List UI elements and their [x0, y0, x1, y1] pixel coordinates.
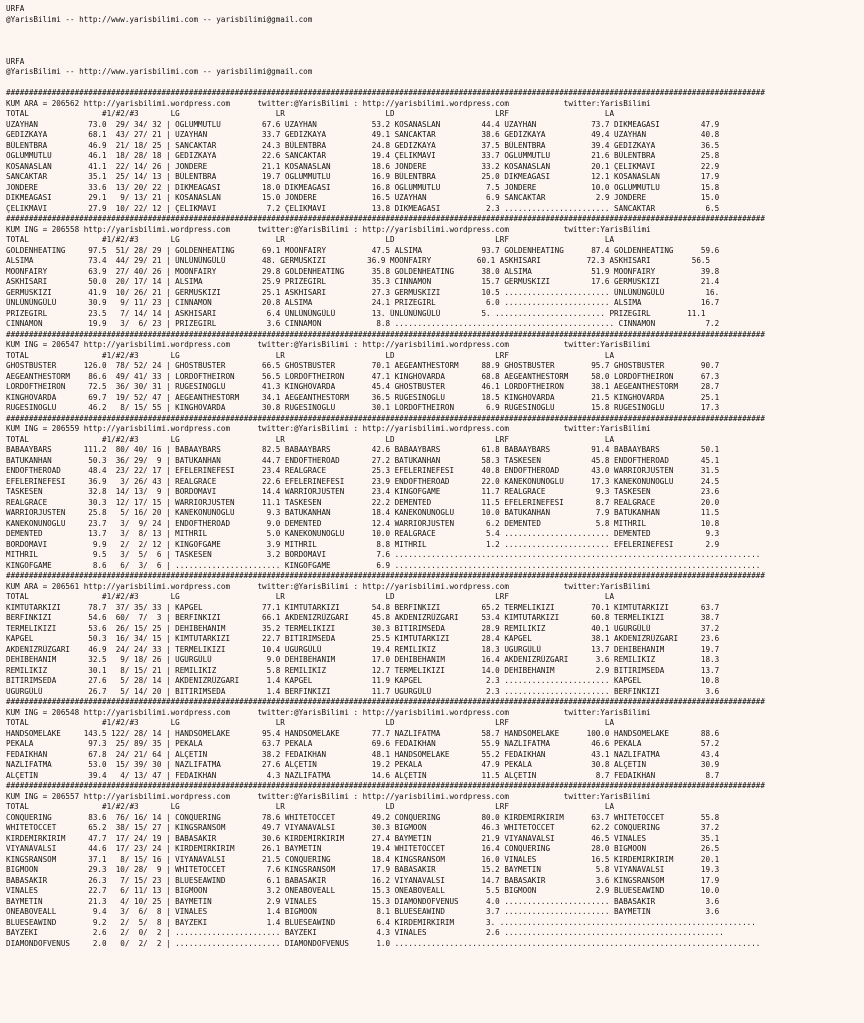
- document-line: KUM ING = 206558 http://yarisbilimi.wordpress.com twitter:@YarisBilimi : http://yarisbilimi.wordpress.com twitter:YarisBilimi: [6, 224, 651, 234]
- document-line: GEDIZKAYA 68.1 43/ 27/ 21 | UZAYHAN 33.7 GEDIZKAYA 49.1 SANCAKTAR 38.6 GEDIZKAYA 49.4 UZAYHAN 40.8: [6, 130, 720, 139]
- document-line: LORDOFTHEIRON 72.5 36/ 30/ 31 | RUGESINOGLU 41.3 KINGHOVARDA 45.4 GHOSTBUSTER 46.1 LORDOFTHEIRON 38.1 AEGEANTHESTORM 28.7: [6, 382, 720, 391]
- document-line: AKDENIZRÜZGARI 46.9 24/ 24/ 33 | TERMELIKIZI 10.4 UGURGÜLÜ 19.4 REMILIKIZ 18.3 UGURGÜLÜ 13.7 DEHIBEHANIM 19.7: [6, 644, 720, 654]
- document-line: [6, 46, 864, 57]
- document-line: AEGEANTHESTORM 86.6 49/ 41/ 33 | LORDOFTHEIRON 56.5 LORDOFTHEIRON 47.1 KINGHOVARDA 68.8 AEGEANTHESTORM 58.0 LORDOFTHEIRON 67.3: [6, 371, 720, 381]
- document-line: BITIRIMSEDA 27.6 5/ 28/ 14 | AKDENIZRÜZGARI 1.4 KAPGEL 11.9 KAPGEL 2.3 ....................... KAPGEL 10.8: [6, 676, 720, 685]
- document-line: KAPGEL 50.3 16/ 34/ 15 | KIMTUTARKIZI 22.7 BITIRIMSEDA 25.5 KIMTUTARKIZI 28.4 KAPGEL 38.1 AKDENIZRÜZGARI 23.6: [6, 634, 720, 643]
- document-line: EFELERINEFESI 36.9 3/ 26/ 43 | REALGRACE 22.6 EFELERINEFESI 23.9 ENDOFTHEROAD 22.0 KANEKONUNOGLU 17.3 KANEKONUNOGLU 24.5: [6, 476, 720, 486]
- document-line: KINGSRANSOM 37.1 8/ 15/ 16 | VIYANAVALSI 21.5 CONQUERING 18.4 KINGSRANSOM 16.0 VINALES 16.5 KIRDEMIRKIRIM 20.1: [6, 854, 720, 864]
- document-line: ######################################################################################################################################################################: [6, 88, 765, 97]
- document-line: KUM ING = 206557 http://yarisbilimi.wordpress.com twitter:@YarisBilimi : http://yarisbilimi.wordpress.com twitter:YarisBilimi: [6, 791, 651, 801]
- document-line: HANDSOMELAKE 143.5 122/ 28/ 14 | HANDSOMELAKE 95.4 HANDSOMELAKE 77.7 NAZLIFATMA 58.7 HANDSOMELAKE 100.0 HANDSOMELAKE 88.6: [6, 728, 720, 738]
- document-line: ######################################################################################################################################################################: [6, 413, 765, 423]
- document-line: TOTAL #1/#2/#3 LG LR LD LRF LA: [6, 802, 615, 811]
- document-line: DEMENTED 13.7 3/ 8/ 13 | MITHRIL 5.0 KANEKONUNOGLU 10.0 REALGRACE 5.4 ....................... DEMENTED 9.3: [6, 529, 720, 538]
- document-line: TERMELIKIZI 53.6 26/ 15/ 25 | DEHIBEHANIM 35.2 TERMELIKIZI 30.3 BITIRIMSEDA 28.9 REMILIKIZ 40.1 UGURGÜLÜ 37.2: [6, 623, 720, 633]
- document-line: GERMUSKIZI 41.9 10/ 26/ 21 | GERMUSKIZI 25.1 ASKHISARI 27.3 GERMUSKIZI 10.5 ....................... ÜNLÜNÜNGÜLÜ 16.: [6, 287, 720, 297]
- document-line: BÜLENTBRA 46.9 21/ 18/ 25 | SANCAKTAR 24.3 BÜLENTBRA 24.8 GEDIZKAYA 37.5 BÜLENTBRA 39.4 GEDIZKAYA 36.5: [6, 140, 720, 150]
- document-line: VINALES 22.7 6/ 11/ 13 | BIGMOON 3.2 ONEABOVEALL 15.3 ONEABOVEALL 5.5 BIGMOON 2.9 BLUESEAWIND 10.0: [6, 886, 720, 895]
- document-line: JONDERE 33.6 13/ 20/ 22 | DIKMEAGASI 18.0 DIKMEAGASI 16.8 OGLUMMUTLU 7.5 JONDERE 10.0 OGLUMMUTLU 15.8: [6, 182, 720, 192]
- document-line: KUM ING = 206547 http://yarisbilimi.wordpress.com twitter:@YarisBilimi : http://yarisbilimi.wordpress.com twitter:YarisBilimi: [6, 340, 651, 349]
- document-line: ONEABOVEALL 9.4 3/ 6/ 8 | VINALES 1.4 BIGMOON 8.1 BLUESEAWIND 3.7 ....................... BAYMETIN 3.6: [6, 907, 720, 916]
- document-line: OGLUMMUTLU 46.1 18/ 28/ 18 | GEDIZKAYA 22.6 SANCAKTAR 19.4 ÇELIKMAVI 33.7 OGLUMMUTLU 21.6 BÜLENTBRA 25.8: [6, 151, 720, 160]
- document-line: BORDOMAVI 9.9 2/ 2/ 12 | KINGOFGAME 3.9 MITHRIL 8.8 MITHRIL 1.2 ....................... EFELERINEFESI 2.9: [6, 539, 720, 549]
- document-line: PEKALA 97.3 25/ 89/ 35 | PEKALA 63.7 PEKALA 69.6 FEDAIKHAN 55.9 NAZLIFATMA 46.6 PEKALA 57.2: [6, 739, 720, 748]
- document-line: URFA: [6, 56, 25, 66]
- document-line: BLUESEAWIND 9.2 2/ 5/ 8 | BAYZEKI 1.4 BLUESEAWIND 6.4 KIRDEMIRKIRIM 3. ........................................................: [6, 917, 756, 927]
- document-line: FEDAIKHAN 67.8 24/ 21/ 64 | ALÇETIN 38.2 FEDAIKHAN 48.1 HANDSOMELAKE 55.2 FEDAIKHAN 43.1 NAZLIFATMA 43.4: [6, 749, 720, 759]
- document-line: UZAYHAN 73.0 29/ 34/ 32 | OGLUMMUTLU 67.6 UZAYHAN 53.2 KOSANASLAN 44.4 UZAYHAN 73.7 DIKMEAGASI 47.9: [6, 119, 720, 129]
- document-line: ######################################################################################################################################################################: [6, 214, 765, 223]
- document-line: DIAMONDOFVENUS 2.0 0/ 2/ 2 | ....................... DIAMONDOFVENUS 1.0 ................................................................................: [6, 938, 761, 948]
- document-line: MITHRIL 9.5 3/ 5/ 6 | TASKESEN 3.2 BORDOMAVI 7.6 ................................................................................: [6, 550, 761, 559]
- document-line: TOTAL #1/#2/#3 LG LR LD LRF LA: [6, 235, 615, 244]
- document-line: @YarisBilimi -- http://www.yarisbilimi.com -- yarisbilimi@gmail.com: [6, 14, 313, 24]
- document-line: BABASAKIR 26.3 7/ 15/ 23 | BLUESEAWIND 6.1 BABASAKIR 16.2 VIYANAVALSI 14.7 BABASAKIR 3.6 KINGSRANSOM 17.9: [6, 875, 720, 885]
- document-line: [6, 25, 864, 36]
- document-line: BAYZEKI 2.6 2/ 0/ 2 | ....................... BAYZEKI 4.3 VINALES 2.6 ................................................: [6, 928, 724, 937]
- document-line: KUM ARA = 206562 http://yarisbilimi.wordpress.com twitter:@YarisBilimi : http://yarisbilimi.wordpress.com twitter:YarisBilimi: [6, 98, 651, 108]
- document-line: @YarisBilimi -- http://www.yarisbilimi.com -- yarisbilimi@gmail.com: [6, 67, 313, 76]
- document-line: TOTAL #1/#2/#3 LG LR LD LRF LA: [6, 109, 615, 118]
- document-line: PRIZEGIRL 23.5 7/ 14/ 14 | ASKHISARI 6.4 ÜNLÜNÜNGÜLÜ 13. ÜNLÜNÜNGÜLÜ 5. ........................ PRIZEGIRL 11.1: [6, 308, 706, 318]
- document-line: KANEKONUNOGLU 23.7 3/ 9/ 24 | ENDOFTHEROAD 9.0 DEMENTED 12.4 WARRIORJUSTEN 6.2 DEMENTED 5.8 MITHRIL 10.8: [6, 518, 720, 528]
- document-line: ######################################################################################################################################################################: [6, 697, 765, 706]
- document-line: DIKMEAGASI 29.1 9/ 13/ 21 | KOSANASLAN 15.0 JONDERE 16.5 UZAYHAN 6.9 SANCAKTAR 2.9 JONDERE 15.0: [6, 193, 720, 202]
- document-line: MOONFAIRY 63.9 27/ 40/ 26 | MOONFAIRY 29.8 GOLDENHEATING 35.8 GOLDENHEATING 38.0 ALSIMA 51.9 MOONFAIRY 39.8: [6, 266, 720, 276]
- document-line: WARRIORJUSTEN 25.8 5/ 16/ 20 | KANEKONUNOGLU 9.3 BATUKANHAN 18.4 KANEKONUNOGLU 10.0 BATUKANHAN 7.9 BATUKANHAN 11.5: [6, 508, 720, 517]
- document-line: GOLDENHEATING 97.5 51/ 28/ 29 | GOLDENHEATING 69.1 MOONFAIRY 47.5 ALSIMA 93.7 GOLDENHEATING 87.4 GOLDENHEATING 59.6: [6, 245, 720, 255]
- document-line: BATUKANHAN 50.3 36/ 29/ 9 | BATUKANHAN 44.7 ENDOFTHEROAD 27.2 BATUKANHAN 58.3 TASKESEN 45.8 ENDOFTHEROAD 45.1: [6, 455, 720, 465]
- document-line: BABAAYBARS 111.2 80/ 40/ 16 | BABAAYBARS 82.5 BABAAYBARS 42.6 BABAAYBARS 61.8 BABAAYBARS 91.4 BABAAYBARS 50.1: [6, 445, 720, 454]
- document-line: KUM ING = 206548 http://yarisbilimi.wordpress.com twitter:@YarisBilimi : http://yarisbilimi.wordpress.com twitter:YarisBilimi: [6, 707, 651, 717]
- document-line: ASKHISARI 50.0 20/ 17/ 14 | ALSIMA 25.9 PRIZEGIRL 35.3 CINNAMON 15.7 GERMUSKIZI 17.6 GERMUSKIZI 21.4: [6, 277, 720, 286]
- document-line: BERFINKIZI 54.6 60/ 7/ 3 | BERFINKIZI 66.1 AKDENIZRÜZGARI 45.8 AKDENIZRÜZGARI 53.4 KIMTUTARKIZI 60.8 TERMELIKIZI 38.7: [6, 613, 720, 622]
- document-line: ENDOFTHEROAD 48.4 23/ 22/ 17 | EFELERINEFESI 23.4 REALGRACE 25.3 EFELERINEFESI 40.8 ENDOFTHEROAD 43.0 WARRIORJUSTEN 31.5: [6, 466, 720, 475]
- document-line: VIYANAVALSI 44.6 17/ 23/ 24 | KIRDEMIRKIRIM 26.1 BAYMETIN 19.4 WHITETOCCET 16.4 CONQUERING 28.0 BIGMOON 26.5: [6, 844, 720, 853]
- document-line: GHOSTBUSTER 126.0 78/ 52/ 24 | GHOSTBUSTER 66.5 GHOSTBUSTER 70.1 AEGEANTHESTORM 88.9 GHOSTBUSTER 95.7 GHOSTBUSTER 90.7: [6, 361, 720, 370]
- document-line: ALSIMA 73.4 44/ 29/ 21 | ÜNLÜNÜNGÜLÜ 48. GERMUSKIZI 36.9 MOONFAIRY 60.1 ASKHISARI 72.3 ASKHISARI 56.5: [6, 256, 711, 265]
- document-line: TASKESEN 32.8 14/ 13/ 9 | BORDOMAVI 14.4 WARRIORJUSTEN 23.4 KINGOFGAME 11.7 REALGRACE 9.3 TASKESEN 23.6: [6, 487, 720, 496]
- document-line: CONQUERING 83.6 76/ 16/ 14 | CONQUERING 78.6 WHITETOCCET 49.2 CONQUERING 80.0 KIRDEMIRKIRIM 63.7 WHITETOCCET 55.8: [6, 812, 720, 822]
- document-line: CINNAMON 19.9 3/ 6/ 23 | PRIZEGIRL 3.6 CINNAMON 8.8 ................................................ CINNAMON 7.2: [6, 319, 720, 328]
- document-line: SANCAKTAR 35.1 25/ 14/ 13 | BÜLENTBRA 19.7 OGLUMMUTLU 16.9 BÜLENTBRA 25.0 DIKMEAGASI 12.1 KOSANASLAN 17.9: [6, 172, 720, 181]
- document-line: REMILIKIZ 30.1 8/ 15/ 21 | REMILIKIZ 5.8 REMILIKIZ 12.7 TERMELIKIZI 14.0 DEHIBEHANIM 2.9 BITIRIMSEDA 13.7: [6, 665, 720, 675]
- document-line: KINGHOVARDA 69.7 19/ 52/ 47 | AEGEANTHESTORM 34.1 AEGEANTHESTORM 36.5 RUGESINOGLU 18.5 KINGHOVARDA 21.5 KINGHOVARDA 25.1: [6, 392, 720, 402]
- document-line: BIGMOON 29.3 10/ 28/ 9 | WHITETOCCET 7.6 KINGSRANSOM 17.9 BABASAKIR 15.2 BAYMETIN 5.8 VIYANAVALSI 19.3: [6, 865, 720, 874]
- document-line: TOTAL #1/#2/#3 LG LR LD LRF LA: [6, 592, 615, 601]
- document-line: ÇELIKMAVI 27.9 10/ 22/ 12 | ÇELIKMAVI 7.2 ÇELIKMAVI 13.8 DIKMEAGASI 2.3 ....................... SANCAKTAR 6.5: [6, 203, 720, 213]
- document-line: KUM ARA = 206561 http://yarisbilimi.wordpress.com twitter:@YarisBilimi : http://yarisbilimi.wordpress.com twitter:YarisBilimi: [6, 581, 651, 591]
- document-line: UGURGÜLÜ 26.7 5/ 14/ 20 | BITIRIMSEDA 1.4 BERFINKIZI 11.7 UGURGÜLÜ 2.3 ....................... BERFINKIZI 3.6: [6, 686, 720, 696]
- document-line: TOTAL #1/#2/#3 LG LR LD LRF LA: [6, 350, 615, 360]
- document-line: TOTAL #1/#2/#3 LG LR LD LRF LA: [6, 718, 615, 727]
- document-line: KINGOFGAME 8.6 6/ 3/ 6 | ....................... KINGOFGAME 6.9 ................................................................................: [6, 560, 761, 570]
- document-line: ALÇETIN 39.4 4/ 13/ 47 | FEDAIKHAN 4.3 NAZLIFATMA 14.6 ALÇETIN 11.5 ALÇETIN 8.7 FEDAIKHAN 8.7: [6, 770, 720, 780]
- document-line: [6, 36, 864, 47]
- document-line: ######################################################################################################################################################################: [6, 329, 765, 339]
- document-line: DEHIBEHANIM 32.5 9/ 18/ 26 | UGURGÜLÜ 9.0 DEHIBEHANIM 17.0 DEHIBEHANIM 16.4 AKDENIZRÜZGARI 3.6 REMILIKIZ 18.3: [6, 655, 720, 664]
- document-line: KIMTUTARKIZI 78.7 37/ 35/ 33 | KAPGEL 77.1 KIMTUTARKIZI 54.8 BERFINKIZI 65.2 TERMELIKIZI 70.1 KIMTUTARKIZI 63.7: [6, 602, 720, 612]
- document-line: URFA: [6, 4, 25, 13]
- document-line: BAYMETIN 21.3 4/ 10/ 25 | BAYMETIN 2.9 VINALES 15.3 DIAMONDOFVENUS 4.0 ....................... BABASAKIR 3.6: [6, 896, 720, 906]
- document-line: KOSANASLAN 41.1 22/ 14/ 26 | JONDERE 21.1 KOSANASLAN 18.6 JONDERE 33.2 KOSANASLAN 20.1 ÇELIKMAVI 22.9: [6, 161, 720, 171]
- document-line: TOTAL #1/#2/#3 LG LR LD LRF LA: [6, 434, 615, 444]
- document-line: KUM ING = 206559 http://yarisbilimi.wordpress.com twitter:@YarisBilimi : http://yarisbilimi.wordpress.com twitter:YarisBilimi: [6, 424, 651, 433]
- document-line: RUGESINOGLU 46.2 8/ 15/ 55 | KINGHOVARDA 30.8 RUGESINOGLU 30.1 LORDOFTHEIRON 6.9 RUGESINOGLU 15.8 RUGESINOGLU 17.3: [6, 403, 720, 412]
- document-line: REALGRACE 30.3 12/ 17/ 15 | WARRIORJUSTEN 11.1 TASKESEN 22.2 DEMENTED 11.5 EFELERINEFESI 8.7 REALGRACE 20.0: [6, 497, 720, 507]
- document-line: WHITETOCCET 65.2 38/ 15/ 27 | KINGSRANSOM 49.7 VIYANAVALSI 30.3 BIGMOON 46.3 WHITETOCCET 62.2 CONQUERING 37.2: [6, 823, 720, 832]
- document-line: NAZLIFATMA 53.0 15/ 39/ 30 | NAZLIFATMA 27.6 ALÇETIN 19.2 PEKALA 47.9 PEKALA 30.8 ALÇETIN 30.9: [6, 760, 720, 769]
- document-line: ÜNLÜNÜNGÜLÜ 30.9 9/ 11/ 23 | CINNAMON 20.8 ALSIMA 24.1 PRIZEGIRL 6.0 ....................... ALSIMA 16.7: [6, 298, 720, 307]
- document-line: ######################################################################################################################################################################: [6, 781, 765, 790]
- document-line: KIRDEMIRKIRIM 47.7 17/ 24/ 19 | BABASAKIR 30.6 KIRDEMIRKIRIM 27.4 BAYMETIN 21.9 VIYANAVALSI 46.5 VINALES 35.1: [6, 833, 720, 843]
- document-line: [6, 78, 864, 89]
- document-line: ######################################################################################################################################################################: [6, 571, 765, 580]
